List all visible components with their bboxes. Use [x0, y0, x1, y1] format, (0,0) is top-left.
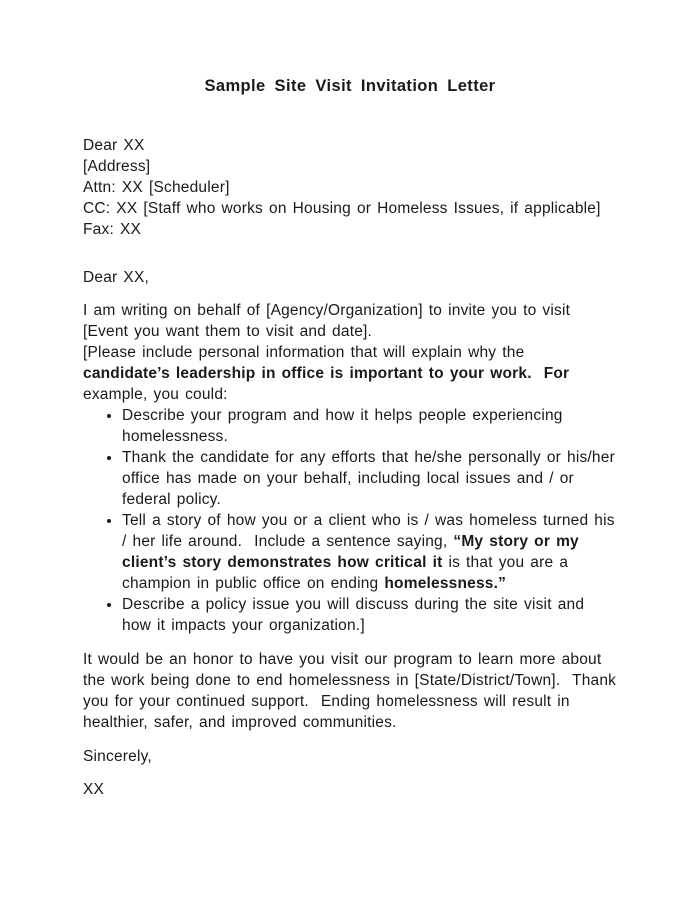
- recipient-attn-line: Attn: XX [Scheduler]: [83, 179, 230, 196]
- recipient-cc-line: CC: XX [Staff who works on Housing or Homeless Issues, if applicable]: [83, 200, 601, 217]
- text-segment: [Please include personal information that will explain why the: [83, 344, 531, 361]
- salutation: Dear XX,: [83, 269, 149, 286]
- list-item-thank-candidate: [122, 447, 621, 510]
- list-item-policy-issue: [122, 594, 617, 636]
- signoff: Sincerely,: [83, 748, 152, 765]
- list-item-tell-story: [122, 510, 621, 594]
- recipient-block: [83, 135, 617, 240]
- recipient-fax-line: Fax: XX: [83, 221, 142, 238]
- list-item-describe-program: [122, 405, 617, 447]
- recipient-name-line: Dear XX: [83, 137, 145, 154]
- text-segment: Tell a story of how you or a client who is / was homeless turned his / her life around. Include a sentence saying,: [122, 512, 621, 550]
- text-segment-bold: candidate’s leadership in office is important to your work. For: [83, 365, 576, 382]
- text-segment: Describe a policy issue you will discuss during the site visit and how it impacts your organization.]: [122, 596, 591, 634]
- text-segment: is that you are a champion in public office on ending: [122, 554, 575, 592]
- paragraph-closing: It would be an honor to have you visit our program to learn more about the work being done to end homelessness in [State/District/Town]. Thank you for your continued support. Ending homelessness will result in healthier, safer, and improved communities.: [83, 651, 623, 731]
- text-segment: Thank the candidate for any efforts that he/she personally or his/her office has made on your behalf, including local issues and / or federal policy.: [122, 449, 621, 508]
- paragraph-intro: I am writing on behalf of [Agency/Organization] to invite you to visit [Event you want them to visit and date].: [83, 302, 577, 340]
- text-segment: Describe your program and how it helps people experiencing homelessness.: [122, 407, 569, 445]
- text-segment-bold: homelessness.”: [384, 575, 507, 592]
- text-segment: example, you could:: [83, 386, 228, 403]
- paragraph-personal-note: [83, 342, 617, 405]
- letter-content: [83, 76, 623, 800]
- recipient-address-line: [Address]: [83, 158, 151, 175]
- suggestions-list: [83, 405, 621, 636]
- signature: XX: [83, 781, 105, 798]
- text-segment-bold: “My story or my client’s story demonstrates how critical it: [122, 533, 585, 571]
- letter-title: Sample Site Visit Invitation Letter: [204, 77, 496, 95]
